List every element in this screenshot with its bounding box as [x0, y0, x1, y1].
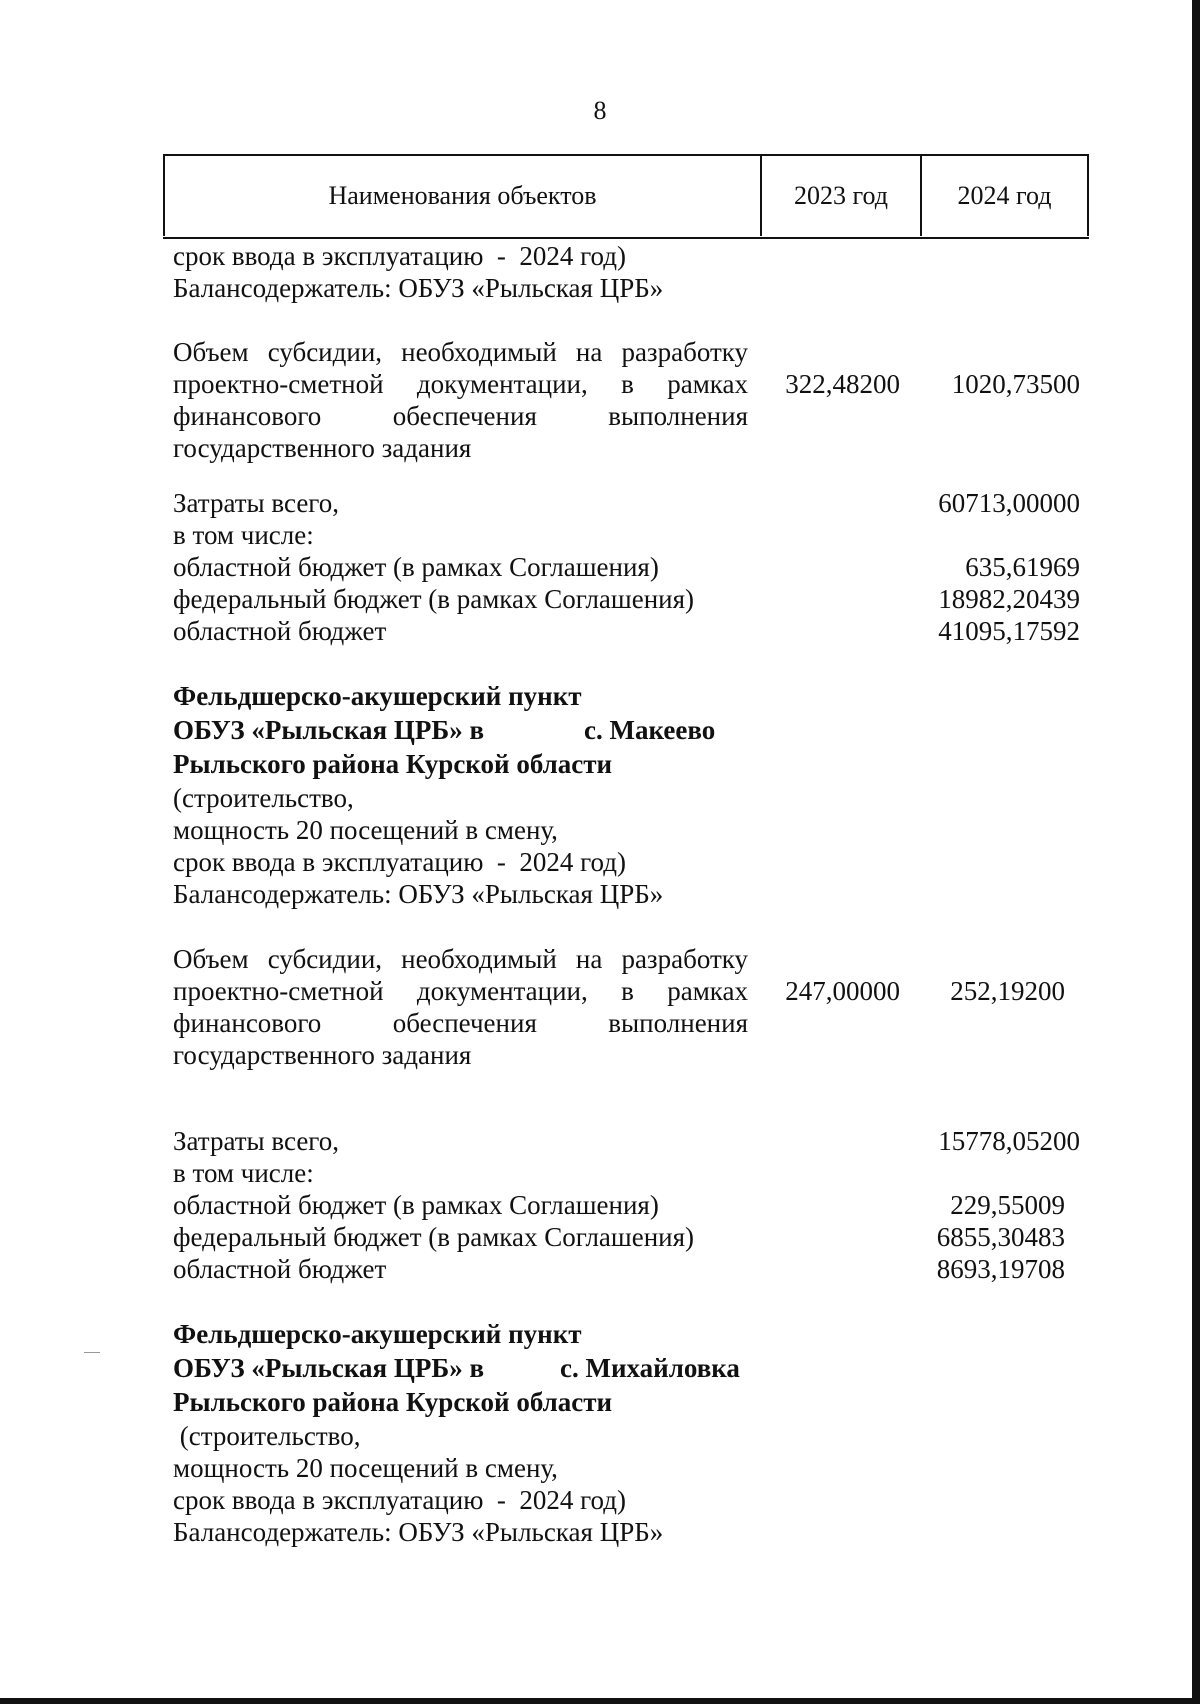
object-title-line3: Рыльского района Курской области: [173, 1387, 613, 1417]
regional-agreement-2024-value: 635,61969: [965, 552, 1080, 582]
subsidy-description: Объем субсидии, необходимый на разработку проектно-сметной документации, в рамках финансового обеспечения выполнения государственного задания: [173, 337, 748, 463]
scan-mark: [84, 1352, 100, 1353]
subsidy-2024-value: 252,19200: [950, 976, 1065, 1006]
commissioning-line: срок ввода в эксплуатацию - 2024 год): [173, 241, 627, 271]
object-title-line2b: с. Макеево: [584, 715, 716, 745]
regional-agreement-2024-value: 229,55009: [950, 1190, 1065, 1220]
balance-holder-line: Балансодержатель: ОБУЗ «Рыльская ЦРБ»: [173, 1517, 664, 1547]
federal-agreement-label: федеральный бюджет (в рамках Соглашения): [173, 1222, 695, 1252]
costs-total-label: Затраты всего,: [173, 488, 339, 518]
costs-total-label: Затраты всего,: [173, 1126, 339, 1156]
regional-budget-2024-value: 8693,19708: [936, 1254, 1065, 1284]
object-title-line2a: ОБУЗ «Рыльская ЦРБ» в: [173, 715, 485, 745]
table-header: [163, 154, 1089, 236]
page-number: 8: [593, 96, 607, 125]
header-2024: 2024 год: [957, 181, 1052, 210]
object-title-line1: Фельдшерско-акушерский пункт: [173, 681, 582, 711]
regional-agreement-label: областной бюджет (в рамках Соглашения): [173, 1190, 659, 1220]
including-label: в том числе:: [173, 1158, 314, 1188]
subsidy-2024-value: 1020,73500: [951, 369, 1080, 399]
costs-total-2024-value: 15778,05200: [938, 1126, 1080, 1156]
object-title-line3: Рыльского района Курской области: [173, 749, 613, 779]
balance-holder-line: Балансодержатель: ОБУЗ «Рыльская ЦРБ»: [173, 879, 664, 909]
regional-agreement-label: областной бюджет (в рамках Соглашения): [173, 552, 659, 582]
including-label: в том числе:: [173, 520, 314, 550]
scan-edge-right: [1192, 0, 1200, 1704]
subsidy-2023-value: 247,00000: [785, 976, 900, 1006]
capacity-line: мощность 20 посещений в смену,: [173, 815, 558, 845]
scan-edge-bottom: [0, 1698, 1200, 1704]
federal-agreement-2024-value: 6855,30483: [936, 1222, 1065, 1252]
regional-budget-label: областной бюджет: [173, 1254, 387, 1284]
federal-agreement-label: федеральный бюджет (в рамках Соглашения): [173, 584, 695, 614]
construction-line: (строительство,: [173, 1421, 361, 1451]
object-title-line2b: с. Михайловка: [560, 1353, 740, 1383]
commissioning-line: срок ввода в эксплуатацию - 2024 год): [173, 847, 627, 877]
commissioning-line: срок ввода в эксплуатацию - 2024 год): [173, 1485, 627, 1515]
object-title-line2a: ОБУЗ «Рыльская ЦРБ» в: [173, 1353, 485, 1383]
header-objects-name: Наименования объектов: [165, 156, 762, 236]
subsidy-description: Объем субсидии, необходимый на разработку проектно-сметной документации, в рамках финансового обеспечения выполнения государственного задания: [173, 944, 748, 1070]
object-title-line1: Фельдшерско-акушерский пункт: [173, 1319, 582, 1349]
regional-budget-2024-value: 41095,17592: [938, 616, 1080, 646]
federal-agreement-2024-value: 18982,20439: [938, 584, 1080, 614]
header-2023: 2023 год: [762, 156, 922, 236]
costs-total-2024-value: 60713,00000: [938, 488, 1080, 518]
capacity-line: мощность 20 посещений в смену,: [173, 1453, 558, 1483]
subsidy-2023-value: 322,48200: [785, 369, 900, 399]
construction-line: (строительство,: [173, 783, 354, 813]
balance-holder-line: Балансодержатель: ОБУЗ «Рыльская ЦРБ»: [173, 273, 664, 303]
regional-budget-label: областной бюджет: [173, 616, 387, 646]
